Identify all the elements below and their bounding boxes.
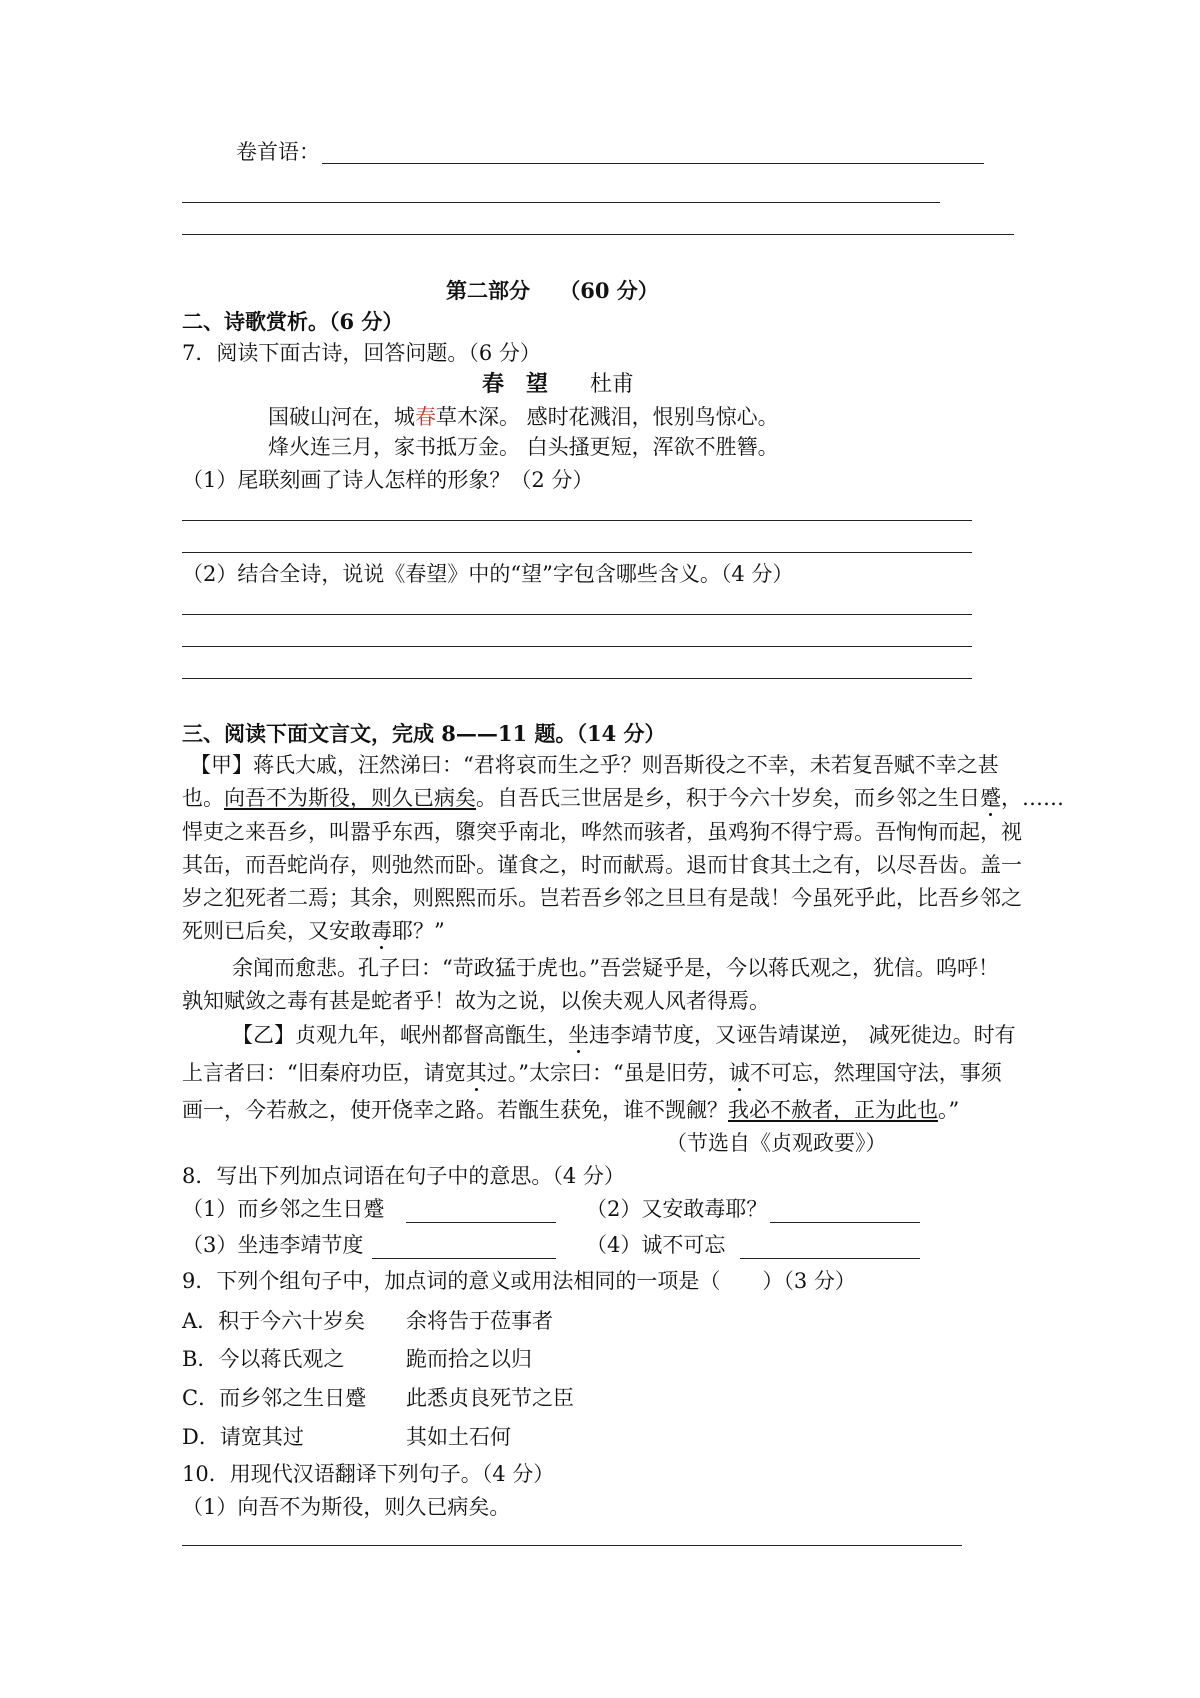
underlined-sentence-jia: 向吾不为斯役，则久已病矣 (224, 786, 476, 810)
q9-option-c[interactable]: C．而乡邻之生日蹙 (182, 1386, 367, 1410)
passage-jia-line-2-c: ，…… (1001, 786, 1064, 810)
passage-jia-line-6-a: 死则已后矣，又安敢 (182, 919, 371, 943)
q8-item-1-blank[interactable] (406, 1222, 556, 1223)
poem-line-1-part-a: 国破山河在，城 (268, 405, 415, 429)
passage-source: （节选自《贞观政要》） (666, 1131, 887, 1155)
underlined-sentence-yi: 我必不赦者，正为此也 (728, 1098, 938, 1122)
poem-title: 春 望 (482, 371, 549, 397)
passage-jia-line-2-a: 也。 (182, 786, 224, 810)
passage-jia-line-3: 悍吏之来吾乡，叫嚣乎东西，隳突乎南北，哗然而骇者，虽鸡狗不得宁焉。吾恂恂而起，视 (182, 820, 1022, 844)
passage-jia-line-5: 岁之犯死者二焉；其余，则熙熙而乐。岂若吾乡邻之旦旦有是哉！今虽死乎此，比吾乡邻之 (182, 886, 1022, 910)
q10-item-1-answer-line[interactable] (182, 1545, 962, 1546)
part2-title-text: 第二部分 (446, 278, 530, 303)
dotted-word-zuo: 坐 (568, 1023, 589, 1047)
poem-highlight-char: 春 (415, 405, 436, 429)
poem-author: 杜甫 (589, 372, 634, 397)
part2-score: （60 分） (559, 278, 659, 303)
section2-heading: 二、诗歌赏析。（6 分） (182, 309, 404, 334)
poem-line-2: 烽火连三月，家书抵万金。 白头搔更短，浑欲不胜簪。 (268, 435, 779, 459)
q9-option-b-pair: 跪而拾之以归 (406, 1347, 532, 1371)
passage-yi-line-3 (182, 1097, 959, 1123)
q9-option-b[interactable]: B．今以蒋氏观之 (182, 1347, 345, 1371)
passage-yi-line-2 (182, 1060, 1002, 1086)
q9-option-a-pair: 余将告于莅事者 (406, 1309, 553, 1333)
q8-item-3: （3）坐违李靖节度 (182, 1233, 364, 1257)
q8-prompt: 8．写出下列加点词语在句子中的意思。（4 分） (182, 1164, 625, 1188)
q7-1-answer-line-1[interactable] (182, 520, 972, 521)
q7-2-answer-line-3[interactable] (182, 678, 972, 679)
q9-option-d[interactable]: D．请宽其过 (182, 1425, 304, 1449)
q8-item-3-blank[interactable] (372, 1258, 556, 1259)
part2-title (446, 278, 659, 304)
dotted-word-du: 毒 (371, 919, 392, 943)
poem-heading (482, 371, 634, 398)
passage-jia-line-2-b: 。自吾氏三世居是乡，积于今六十岁矣，而乡邻之生日 (476, 786, 980, 810)
preface-answer-line-2[interactable] (182, 202, 940, 203)
q8-item-1: （1）而乡邻之生日蹙 (182, 1197, 385, 1221)
passage-yi-line-1-a: 【乙】贞观九年，岷州都督高甑生， (232, 1023, 568, 1047)
poem-line-1 (268, 404, 779, 430)
dotted-word-cu: 蹙 (980, 786, 1001, 810)
q7-1-answer-line-2[interactable] (182, 552, 972, 553)
q10-prompt: 10．用现代汉语翻译下列句子。（4 分） (182, 1462, 555, 1486)
q7-1-prompt: （1）尾联刻画了诗人怎样的形象？（2 分） (182, 468, 594, 492)
passage-jia-p2-line-1: 余闻而愈悲。孔子曰：“苛政猛于虎也。”吾尝疑乎是，今以蒋氏观之，犹信。呜呼！ (232, 956, 999, 980)
q7-2-prompt: （2）结合全诗，说说《春望》中的“望”字包含哪些含义。（4 分） (182, 562, 794, 586)
q10-item-1: （1）向吾不为斯役，则久已病矣。 (182, 1495, 511, 1519)
poem-line-1-part-b: 草木深。 感时花溅泪，恨别鸟惊心。 (436, 405, 779, 429)
passage-jia-p2-line-2: 孰知赋敛之毒有甚是蛇者乎！故为之说，以俟夫观人风者得焉。 (182, 989, 770, 1013)
passage-yi-line-3-b: 。” (938, 1098, 960, 1122)
dotted-word-cheng: 诚 (728, 1061, 750, 1085)
passage-yi-line-2-c: 不可忘，然理国守法，事须 (749, 1061, 1002, 1085)
q7-2-answer-line-1[interactable] (182, 614, 972, 615)
passage-jia-line-1: 【甲】蒋氏大戚，汪然涕曰：“君将哀而生之乎？则吾斯役之不幸，未若复吾赋不幸之甚 (190, 753, 999, 777)
passage-yi-line-2-a: 上言者曰：“旧秦府功臣，请宽 (182, 1061, 466, 1085)
passage-yi-line-3-a: 画一，今若赦之，使开侥幸之路。若甑生获免，谁不觊觎？ (182, 1098, 728, 1122)
q8-item-4: （4）诚不可忘 (586, 1233, 726, 1257)
preface-answer-line-3[interactable] (182, 234, 1014, 235)
q9-option-a[interactable]: A．积于今六十岁矣 (182, 1309, 366, 1333)
q8-item-2-blank[interactable] (770, 1222, 920, 1223)
q8-item-4-blank[interactable] (740, 1258, 920, 1259)
passage-yi-line-2-b: 过。”太宗曰：“虽是旧劳， (486, 1061, 729, 1085)
passage-jia-line-6 (182, 918, 445, 944)
q7-2-answer-line-2[interactable] (182, 646, 972, 647)
passage-yi-line-1 (232, 1022, 1016, 1048)
q8-item-2: （2）又安敢毒耶？ (586, 1197, 768, 1221)
passage-yi-line-1-b: 违李靖节度，又诬告靖谋逆， 减死徙边。时有 (589, 1023, 1016, 1047)
preface-label: 卷首语： (236, 140, 320, 164)
section3-heading: 三、阅读下面文言文，完成 8——11 题。（14 分） (182, 721, 666, 746)
dotted-word-qi: 其 (465, 1061, 487, 1085)
passage-jia-line-2 (182, 785, 1064, 811)
preface-answer-line-1[interactable] (322, 163, 984, 164)
q9-option-c-pair: 此悉贞良死节之臣 (406, 1386, 574, 1410)
passage-jia-line-6-b: 耶？” (392, 919, 445, 943)
q7-prompt: 7．阅读下面古诗，回答问题。（6 分） (182, 341, 541, 365)
q9-prompt: 9．下列个组句子中，加点词的意义或用法相同的一项是（ ）（3 分） (182, 1269, 856, 1293)
passage-jia-line-4: 其缶，而吾蛇尚存，则弛然而卧。谨食之，时而献焉。退而甘食其土之有，以尽吾齿。盖一 (182, 853, 1022, 877)
q9-option-d-pair: 其如土石何 (406, 1425, 511, 1449)
